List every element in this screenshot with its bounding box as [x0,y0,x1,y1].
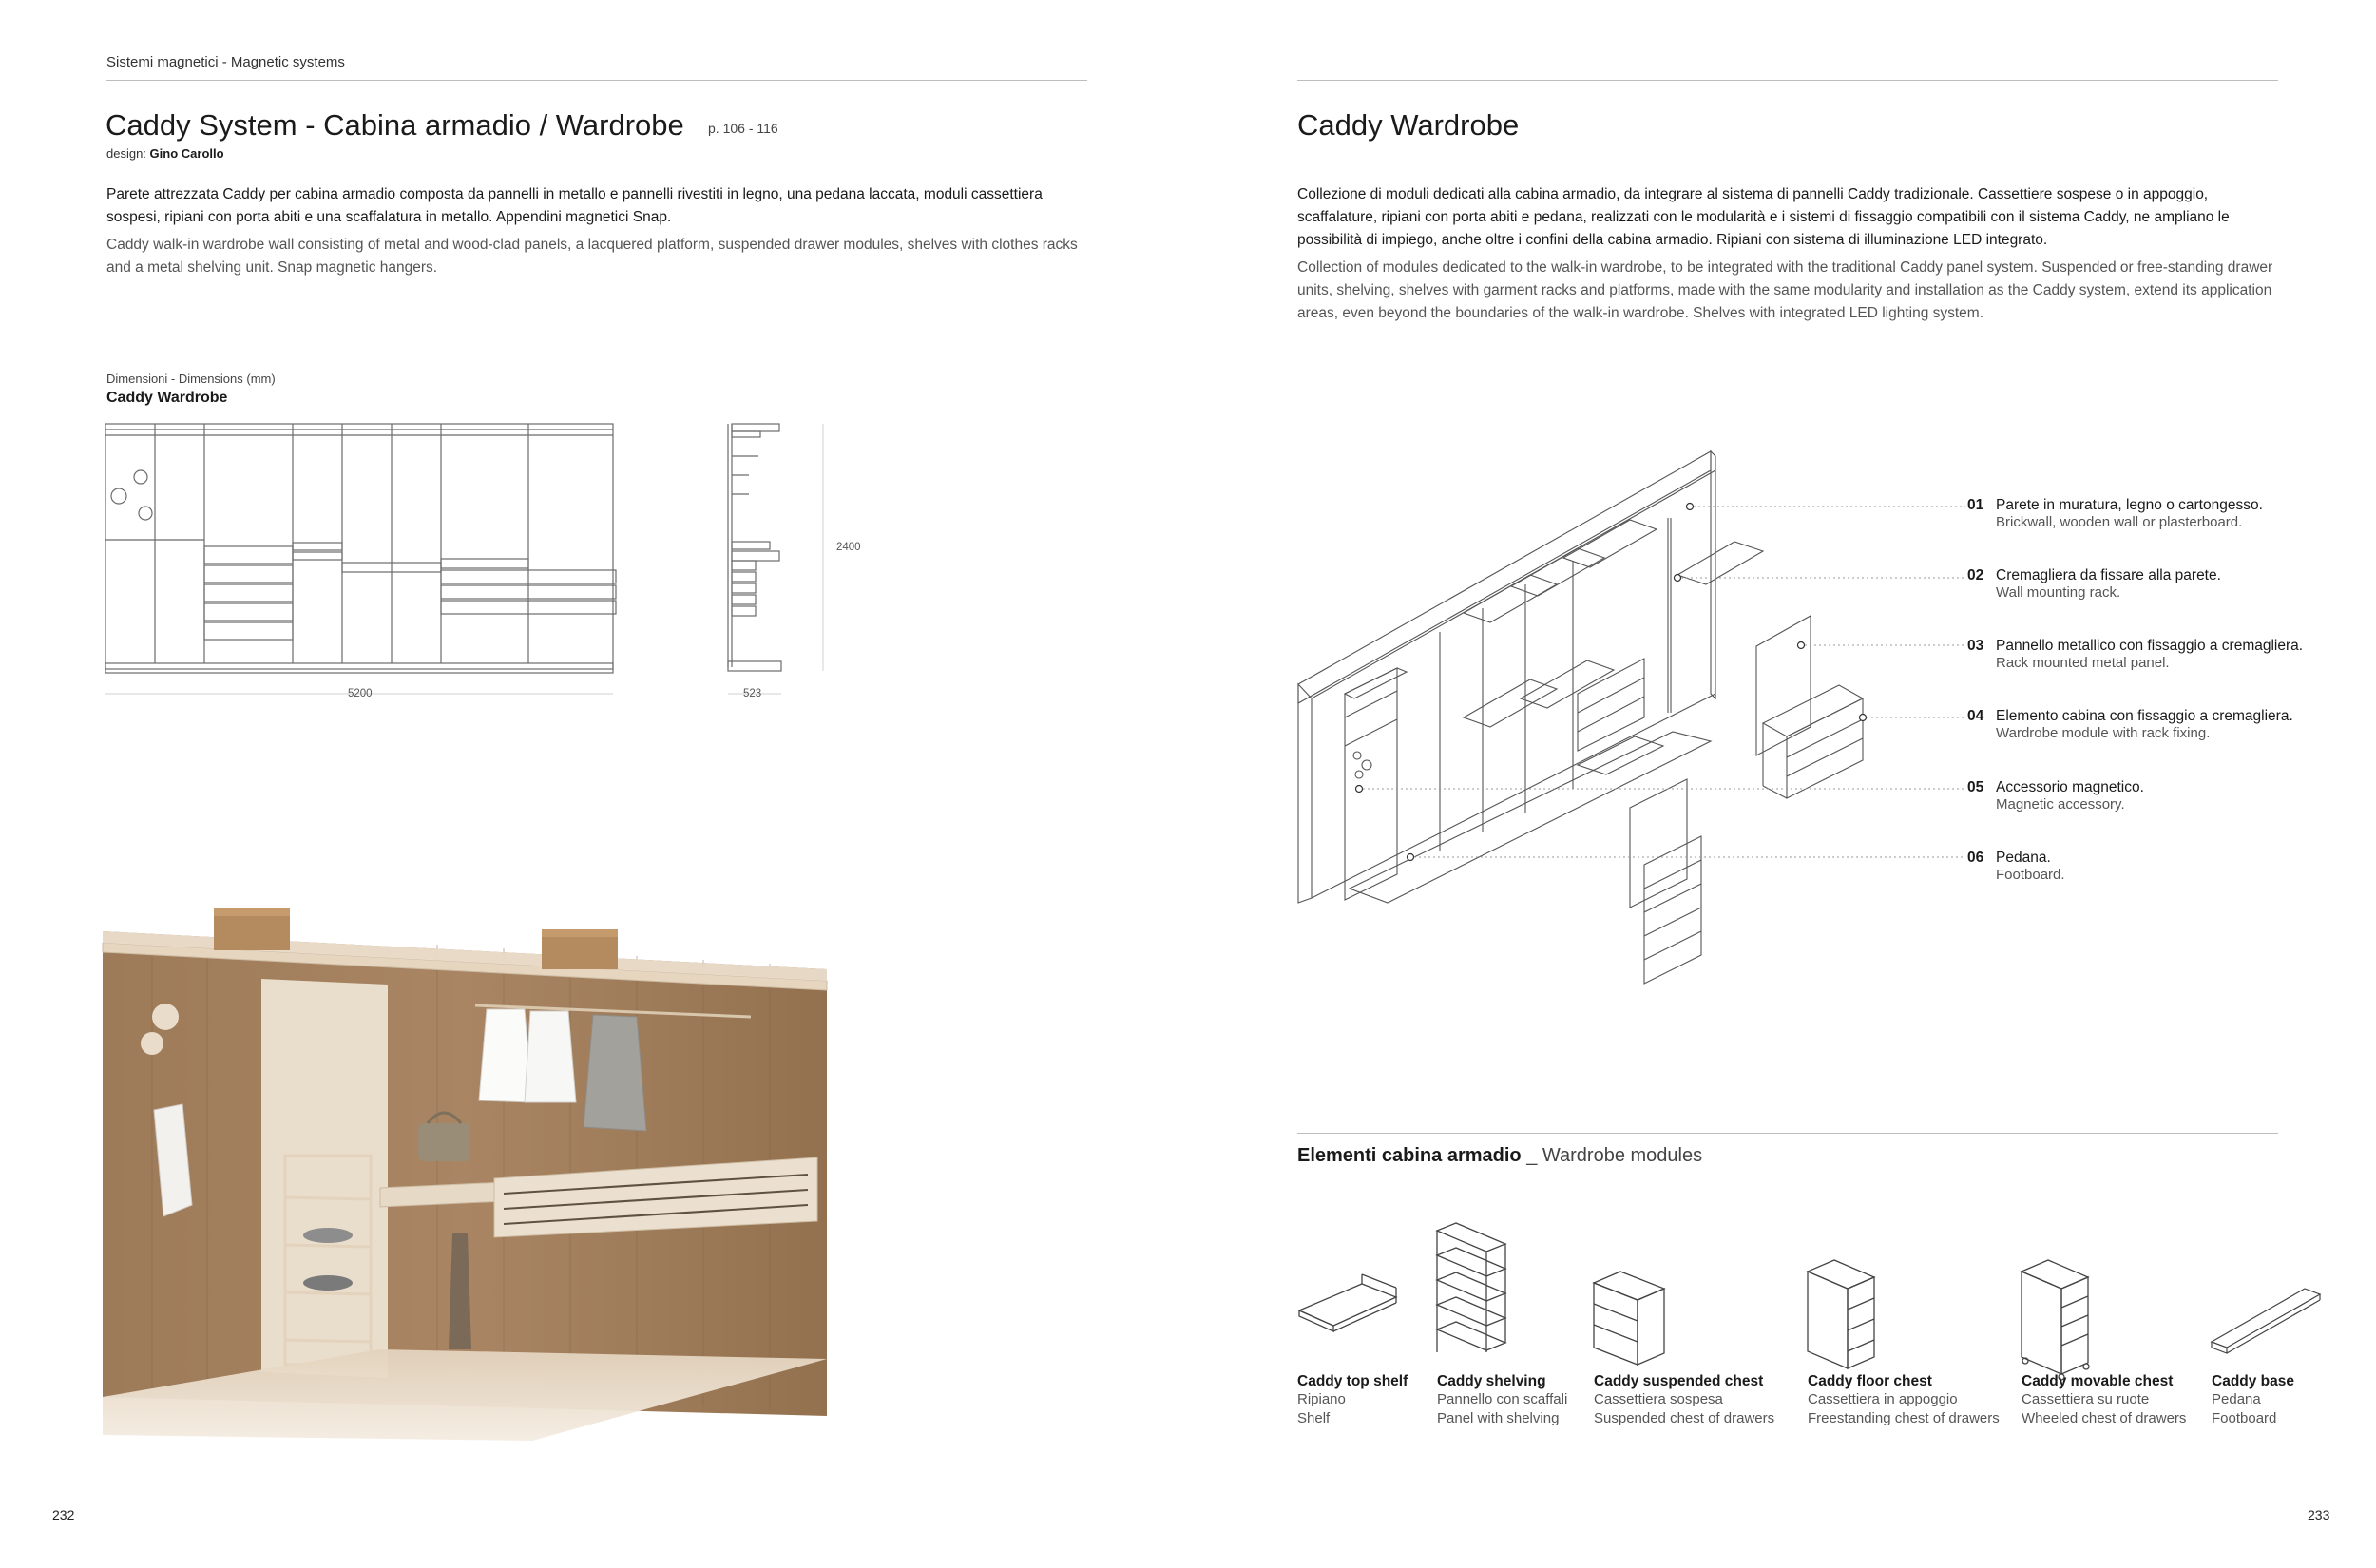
section-label: Sistemi magnetici - Magnetic systems [106,54,345,70]
dimensions-title: Caddy Wardrobe [106,390,228,406]
module-name: Caddy base [2212,1373,2295,1389]
module-name: Caddy floor chest [1808,1373,1932,1389]
callout-number: 06 [1967,850,1984,866]
page-number-left: 232 [52,1507,75,1522]
module-en: Shelf [1297,1410,1331,1426]
description-it-left: Parete attrezzata Caddy per cabina armadio composta da pannelli in metallo e pannelli rivestiti in legno, una pedana laccata, moduli cassettiera sospesi, ripiani con porta abiti e una scaffalatura in metallo. Appendini magnetici Snap. [106,186,1043,225]
module-movable-chest [2022,1373,2186,1428]
module-top-shelf [1297,1373,1408,1428]
modules-title-bold: Elementi cabina armadio [1297,1145,1522,1166]
movable-chest-icon [2020,1252,2096,1381]
module-suspended-chest [1594,1373,1774,1428]
module-name: Caddy top shelf [1297,1373,1408,1389]
module-name: Caddy suspended chest [1594,1373,1764,1389]
callout-number: 02 [1967,567,1984,583]
dimensions-label: Dimensioni - Dimensions (mm) [106,372,276,386]
callout-05 [1967,779,2144,813]
floor-chest-icon [1806,1252,1882,1376]
callout-text-en: Magnetic accessory. [1996,796,2125,813]
description-en-right: Collection of modules dedicated to the walk-in wardrobe, to be integrated with the traditional Caddy panel system. Suspended or free-standing drawer units, shelving, shelves with garment racks and platforms, made with the same modularity and installation as the Caddy system, extend its application areas, even beyond the boundaries of the walk-in wardrobe. Shelves with integrated LED lighting system. [1297,259,2273,321]
page-number-right: 233 [2308,1507,2330,1522]
modules-title [1297,1145,1702,1167]
callout-04 [1967,708,2293,741]
callout-text-en: Wardrobe module with rack fixing. [1996,725,2211,741]
header-divider-right [1297,80,2278,81]
module-en: Footboard [2212,1410,2277,1426]
side-elevation-drawing [720,418,834,713]
page-title-right: Caddy Wardrobe [1297,108,1520,142]
module-floor-chest [1808,1373,2000,1428]
callout-text-en: Brickwall, wooden wall or plasterboard. [1996,514,2243,530]
callout-number: 01 [1967,497,1984,513]
exploded-diagram [1293,442,1977,993]
top-shelf-icon [1297,1221,1402,1364]
page-title-left: Caddy System - Cabina armadio / Wardrobe [105,108,684,142]
modules-divider [1297,1133,2278,1134]
description-en-left: Caddy walk-in wardrobe wall consisting of metal and wood-clad panels, a lacquered platform, suspended drawer modules, shelves with clothes racks and a metal shelving unit. Snap magnetic hangers. [106,237,1078,276]
module-en: Panel with shelving [1437,1410,1560,1426]
callout-text-it: Cremagliera da fissare alla parete. [1996,567,2221,583]
dimension-width: 5200 [348,688,373,699]
modules-title-rest: _ Wardrobe modules [1521,1145,1703,1166]
description-it-right: Collezione di moduli dedicati alla cabina armadio, da integrare al sistema di pannelli Caddy tradizionale. Cassettiere sospese o in appoggio, scaffalature, ripiani con porta abiti e pedana, realizzati con le modularità e i sistemi di fissaggio compatibili con il sistema Caddy, ne ampliano le possibilità di impiego, anche oltre i confini della cabina armadio. Ripiani con sistema di illuminazione LED integrato. [1297,186,2230,248]
module-en: Wheeled chest of drawers [2022,1410,2187,1426]
callout-text-en: Rack mounted metal panel. [1996,655,2170,671]
base-icon [2210,1283,2324,1359]
dimension-depth: 523 [743,688,762,699]
callout-text-it: Pedana. [1996,850,2051,866]
module-it: Cassettiera su ruote [2022,1391,2150,1407]
callout-06 [1967,850,2065,883]
callout-text-en: Wall mounting rack. [1996,584,2121,601]
callout-text-en: Footboard. [1996,867,2065,883]
header-divider-left [106,80,1087,81]
callout-text-it: Pannello metallico con fissaggio a cremagliera. [1996,638,2304,654]
callout-01 [1967,497,2263,530]
designer-credit [106,146,224,161]
module-it: Cassettiera sospesa [1594,1391,1723,1407]
module-name: Caddy shelving [1437,1373,1546,1389]
designer-label: design: [106,146,146,161]
module-en: Freestanding chest of drawers [1808,1410,2000,1426]
designer-name: Gino Carollo [149,146,224,161]
callout-03 [1967,638,2303,671]
front-elevation-drawing [103,418,625,713]
dimension-height: 2400 [836,542,861,553]
module-base [2212,1373,2294,1428]
callout-number: 04 [1967,708,1984,724]
callout-text-it: Elemento cabina con fissaggio a cremagliera. [1996,708,2293,724]
suspended-chest-icon [1592,1264,1668,1368]
wardrobe-photo [95,903,836,1444]
module-it: Pannello con scaffali [1437,1391,1568,1407]
callout-text-it: Accessorio magnetico. [1996,779,2144,795]
module-it: Pedana [2212,1391,2261,1407]
pages-reference: p. 106 - 116 [708,121,778,136]
callout-text-it: Parete in muratura, legno o cartongesso. [1996,497,2263,513]
module-it: Cassettiera in appoggio [1808,1391,1958,1407]
module-shelving [1437,1373,1567,1428]
module-en: Suspended chest of drawers [1594,1410,1775,1426]
module-name: Caddy movable chest [2022,1373,2174,1389]
callout-02 [1967,567,2221,601]
module-it: Ripiano [1297,1391,1346,1407]
callout-number: 03 [1967,638,1984,654]
callout-number: 05 [1967,779,1984,795]
shelving-icon [1435,1221,1511,1364]
